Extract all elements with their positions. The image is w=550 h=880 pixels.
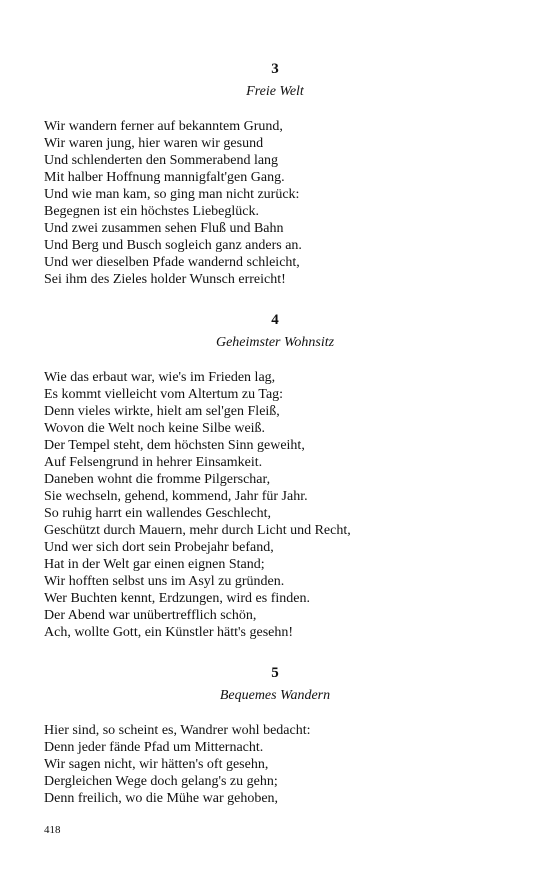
poem-line: Wir waren jung, hier waren wir gesund [44, 136, 264, 151]
section-number: 4 [271, 312, 279, 328]
poem-line: Und schlenderten den Sommerabend lang [44, 153, 279, 168]
poem-stanza-5 [44, 722, 524, 807]
poem-line: Wie das erbaut war, wie's im Frieden lag, [44, 370, 276, 385]
poem-line: Wovon die Welt noch keine Silbe weiß. [44, 421, 266, 436]
poem-line: Begegnen ist ein höchstes Liebeglück. [44, 204, 259, 219]
poem-line: Und wer dieselben Pfade wandernd schleicht, [44, 255, 300, 270]
poem-line: Daneben wohnt die fromme Pilgerschar, [44, 472, 271, 487]
poem-line: Denn jeder fände Pfad um Mitternacht. [44, 740, 264, 755]
poem-line: Es kommt vielleicht vom Altertum zu Tag: [44, 387, 284, 402]
poem-line: Ach, wollte Gott, ein Künstler hätt's gesehn! [44, 625, 294, 640]
poem-line: Auf Felsengrund in hehrer Einsamkeit. [44, 455, 263, 470]
poem-line: Geschützt durch Mauern, mehr durch Licht und Recht, [44, 523, 351, 538]
poem-line: Wir wandern ferner auf bekanntem Grund, [44, 119, 283, 134]
section-4 [0, 311, 550, 352]
poem-line: Und zwei zusammen sehen Fluß und Bahn [44, 221, 284, 236]
poem-line: Dergleichen Wege doch gelang's zu gehn; [44, 774, 278, 789]
poem-line: Wir sagen nicht, wir hätten's oft gesehn, [44, 757, 269, 772]
section-title: Geheimster Wohnsitz [215, 335, 335, 350]
poem-line: Mit halber Hoffnung mannigfalt'gen Gang. [44, 170, 285, 185]
poem-line: Hier sind, so scheint es, Wandrer wohl bedacht: [44, 723, 311, 738]
poem-line: Und wie man kam, so ging man nicht zurück: [44, 187, 300, 202]
page-number: 418 [44, 824, 61, 836]
poem-line: Der Abend war unübertrefflich schön, [44, 608, 257, 623]
section-title: Freie Welt [246, 84, 304, 99]
section-title: Bequemes Wandern [219, 688, 331, 703]
poem-line: Der Tempel steht, dem höchsten Sinn geweiht, [44, 438, 305, 453]
poem-line: Sei ihm des Zieles holder Wunsch erreicht! [44, 272, 286, 287]
poem-stanza-3 [44, 118, 524, 288]
poem-line: Sie wechseln, gehend, kommend, Jahr für Jahr. [44, 489, 308, 504]
poem-line: Denn freilich, wo die Mühe war gehoben, [44, 791, 279, 806]
poem-line: Und Berg und Busch sogleich ganz anders an. [44, 238, 302, 253]
section-3 [0, 60, 550, 101]
poem-line: Wer Buchten kennt, Erdzungen, wird es finden. [44, 591, 310, 606]
poem-line: So ruhig harrt ein wallendes Geschlecht, [44, 506, 272, 521]
poem-line: Wir hofften selbst uns im Asyl zu gründen. [44, 574, 285, 589]
poem-line: Und wer sich dort sein Probejahr befand, [44, 540, 274, 555]
poem-line: Denn vieles wirkte, hielt am sel'gen Fleiß, [44, 404, 280, 419]
section-number: 5 [271, 665, 279, 681]
section-number: 3 [271, 61, 279, 77]
poem-line: Hat in der Welt gar einen eignen Stand; [44, 557, 265, 572]
section-5 [0, 664, 550, 705]
poem-stanza-4 [44, 369, 524, 641]
